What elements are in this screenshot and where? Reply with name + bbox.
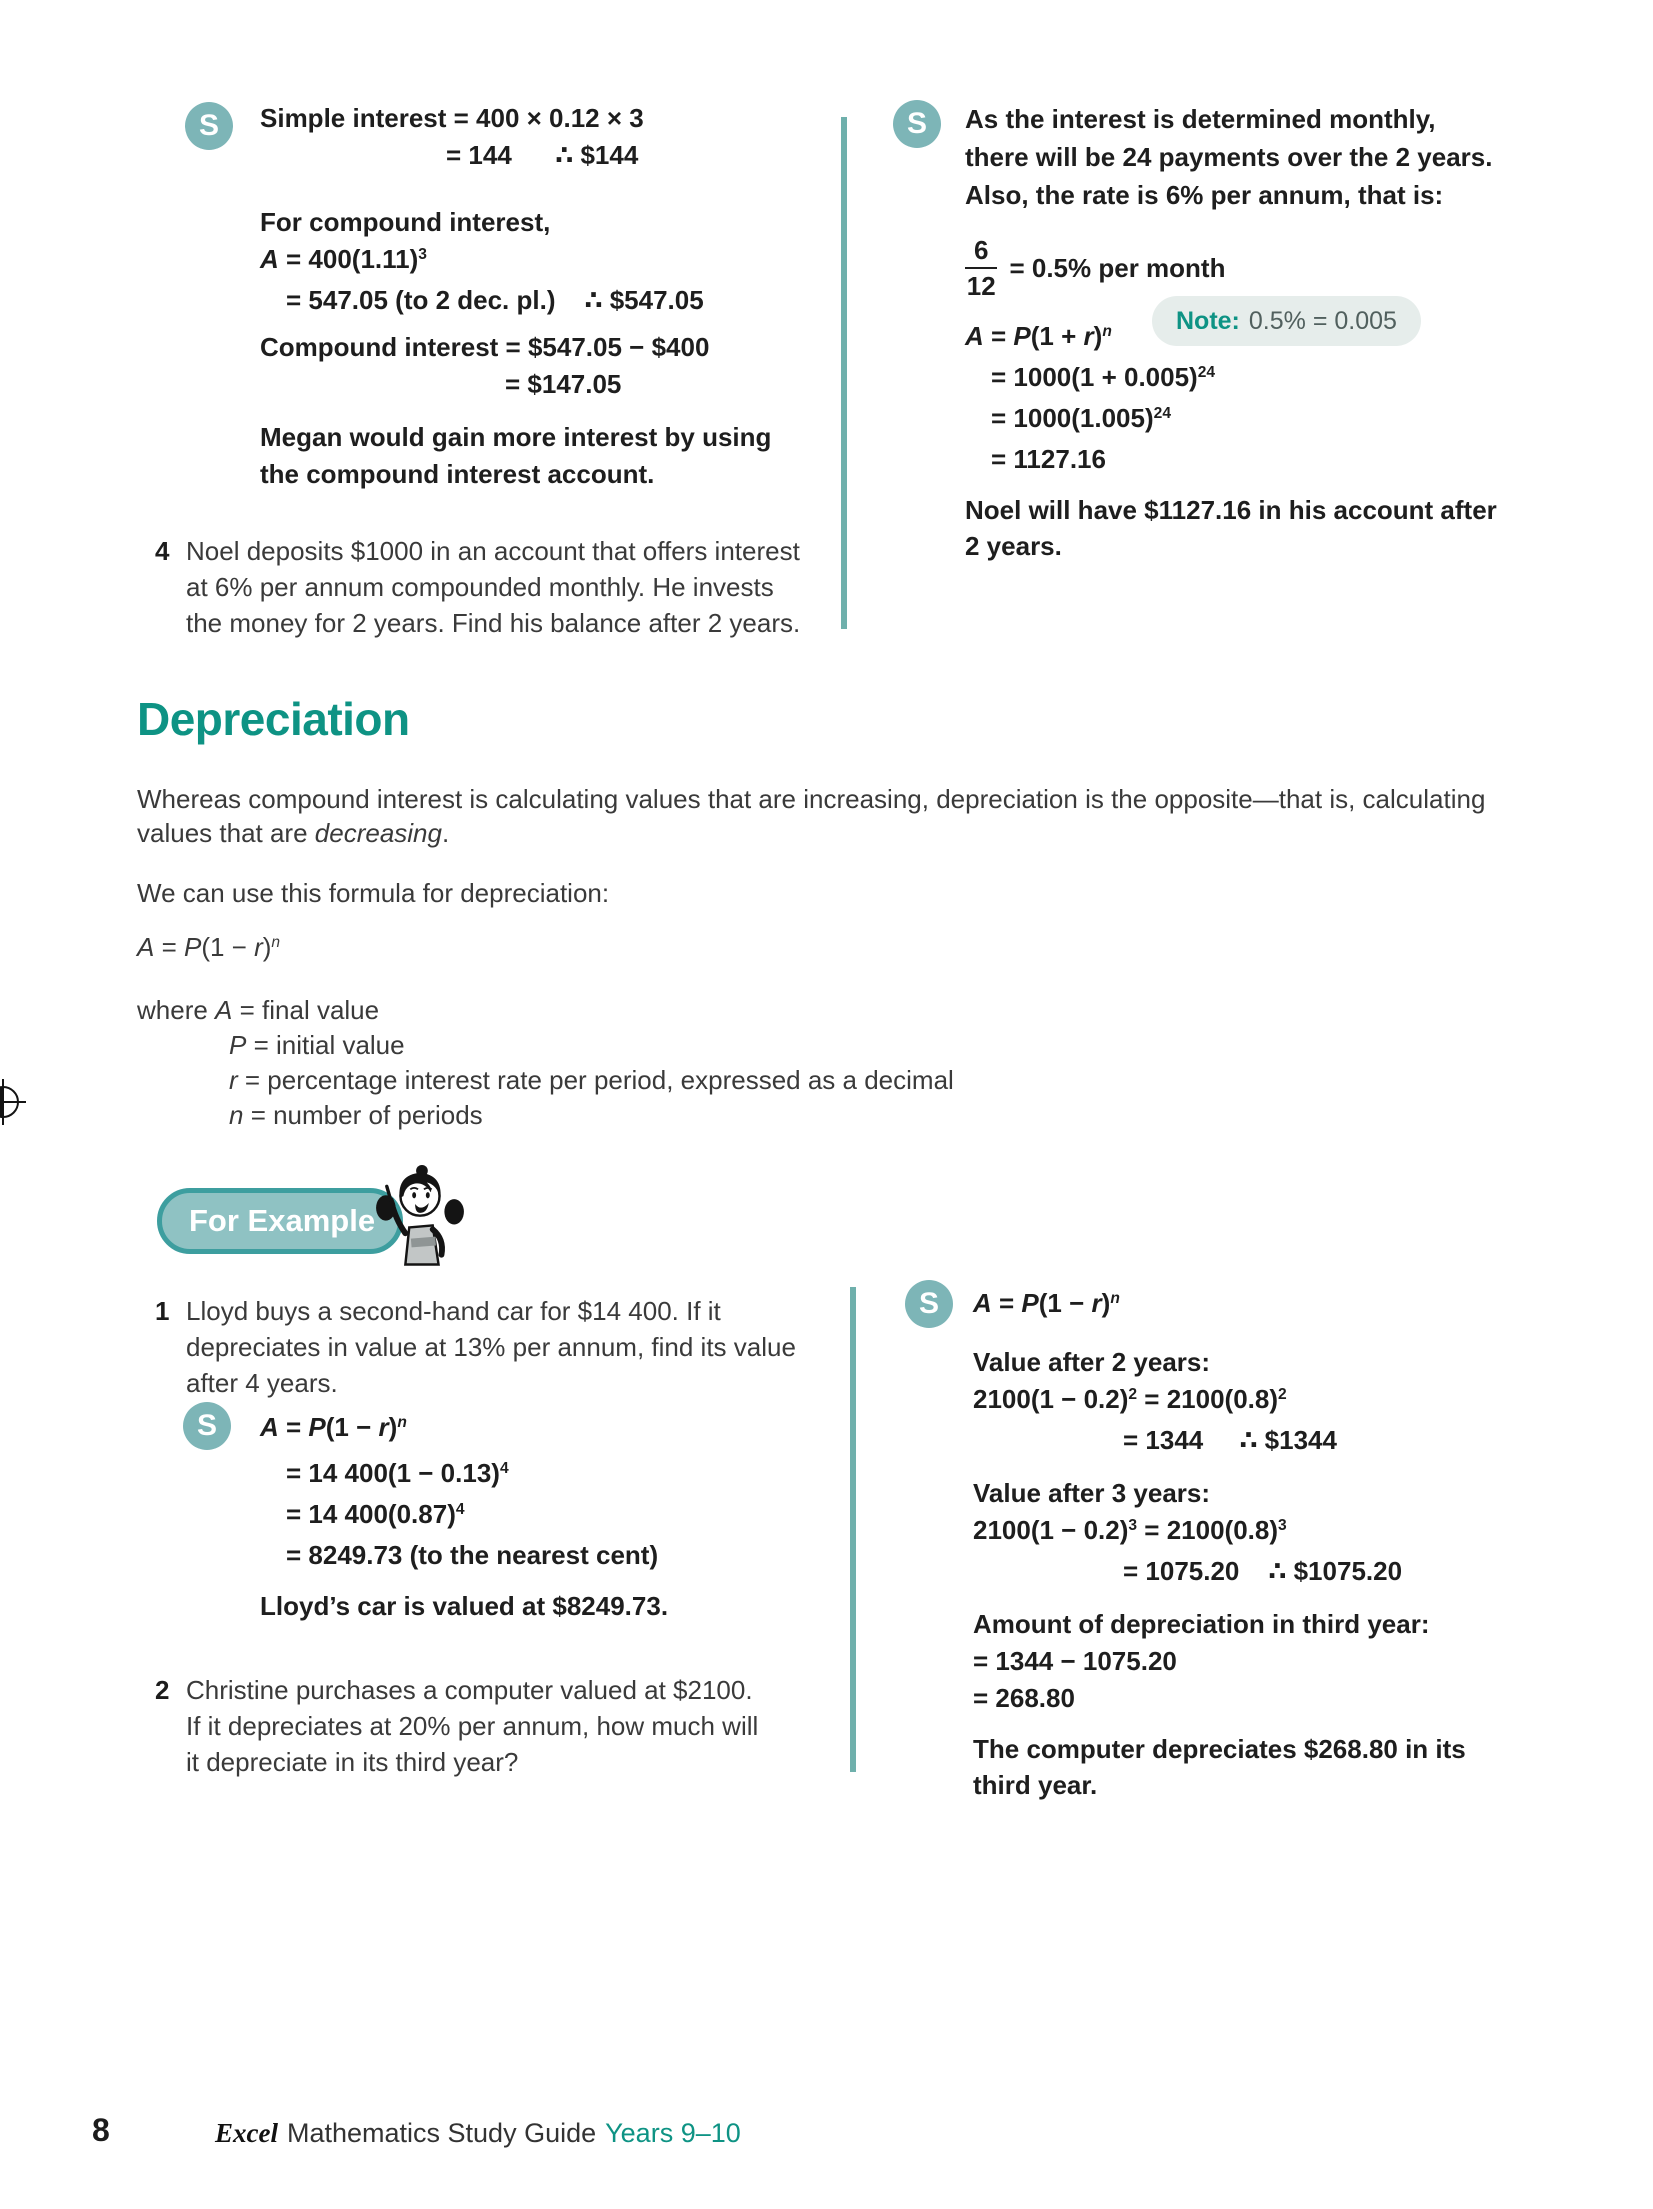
question-line: depreciates in value at 13% per annum, find its value <box>186 1332 796 1362</box>
book-years: Years 9–10 <box>605 2118 741 2148</box>
equation-line: $A = P(1 - r)^n$ <box>260 1412 407 1442</box>
equation-line: Compound interest = $547.05 − $400 <box>260 332 710 362</box>
fraction <box>965 235 997 301</box>
solution-badge: S <box>185 102 233 150</box>
equation-line: Simple interest = 400 × 0.12 × 3 <box>260 103 644 133</box>
equation-line: = 268.80 <box>973 1683 1075 1713</box>
equation-line: $A = P(1 - r)^n$ <box>973 1288 1120 1318</box>
conclusion-line: Megan would gain more interest by using <box>260 422 772 452</box>
question-2 <box>155 1672 855 1780</box>
brand-logo: Excel <box>215 2118 278 2148</box>
conclusion-line: Noel will have $1127.16 in his account after <box>965 495 1497 525</box>
equation-line: = 547.05 (to 2 dec. pl.) ∴ $547.05 <box>286 285 704 315</box>
question-line: Lloyd buys a second-hand car for $14 400. If it <box>186 1296 721 1326</box>
paragraph-line: Whereas compound interest is calculating values that are increasing, depreciation is the opposite—that is, calculating <box>137 784 1486 814</box>
equation-line: = $1000(1.005)^{24}$ <box>991 403 1171 433</box>
solution-badge: S <box>905 1280 953 1328</box>
legend-line: P = initial value <box>229 1030 405 1060</box>
solution-line: As the interest is determined monthly, <box>965 104 1436 134</box>
rate-fraction-row <box>965 230 1585 306</box>
question-line: If it depreciates at 20% per annum, how much will <box>186 1711 759 1741</box>
equation-line: $A = 400(1.11)^3$ <box>260 244 427 274</box>
equation-line: = 14 $400(1 - 0.13)^4$ <box>286 1458 509 1488</box>
conclusion-line: 2 years. <box>965 531 1062 561</box>
equation-line: = $147.05 <box>505 369 622 399</box>
solution-line: Also, the rate is 6% per annum, that is: <box>965 180 1444 210</box>
solution-badge: S <box>893 100 941 148</box>
conclusion-text <box>973 1731 1593 1803</box>
solution-badge: S <box>183 1402 231 1450</box>
conclusion-text <box>965 492 1585 564</box>
note-callout <box>1152 296 1421 346</box>
for-example-badge: For Example <box>157 1188 403 1254</box>
section-heading: Depreciation <box>137 693 410 745</box>
equation-line: $2100(1 - 0.2)^3 = 2100(0.8)^3$ <box>973 1515 1287 1545</box>
question-line: it depreciate in its third year? <box>186 1747 519 1777</box>
equation-line: = 1127.16 <box>991 444 1106 474</box>
equation-line: $2100(1 - 0.2)^2 = 2100(0.8)^2$ <box>973 1384 1287 1414</box>
equation-line: = 8249.73 (to the nearest cent) <box>286 1540 659 1570</box>
solution-line: Value after 2 years: <box>973 1347 1211 1377</box>
solution-lloyd <box>260 1409 840 1625</box>
solution-christine <box>973 1285 1593 1803</box>
depreciation-formula: $A = P(1 - r)^n$ <box>137 932 281 962</box>
question-4 <box>155 533 855 641</box>
solution-line: Amount of depreciation in third year: <box>973 1609 1430 1639</box>
pointing-girl-illustration <box>376 1163 464 1289</box>
question-number: 2 <box>155 1675 170 1705</box>
equation-line: = 144 ∴ $144 <box>446 140 639 170</box>
footer-title <box>215 2118 741 2149</box>
question-text <box>186 1293 796 1401</box>
fraction-numerator: 6 <box>965 235 997 269</box>
fraction-denominator: 12 <box>966 271 996 301</box>
legend-line: r = percentage interest rate per period, expressed as a decimal <box>229 1065 954 1095</box>
formula-legend <box>137 993 1567 1133</box>
conclusion-line: third year. <box>973 1770 1098 1800</box>
equation-line: For compound interest, <box>260 207 551 237</box>
note-value: 0.5% = 0.005 <box>1248 307 1397 335</box>
conclusion-line: Lloyd’s car is valued at $8249.73. <box>260 1591 669 1621</box>
conclusion-line: The computer depreciates $268.80 in its <box>973 1734 1466 1764</box>
conclusion-line: the compound interest account. <box>260 459 655 489</box>
solution-line: there will be 24 payments over the 2 years. <box>965 142 1493 172</box>
question-line: Noel deposits $1000 in an account that offers interest <box>186 536 800 566</box>
note-label: Note: <box>1176 307 1240 335</box>
equation-line: $A = P(1 + r)^n$ <box>965 321 1112 351</box>
question-text <box>186 1672 758 1780</box>
registration-mark-icon <box>0 1077 28 1132</box>
question-line: Christine purchases a computer valued at $2100. <box>186 1675 753 1705</box>
question-number: 1 <box>155 1296 170 1326</box>
equation-line: = 1344 − 1075.20 <box>973 1646 1177 1676</box>
equation-line: = $1000(1 + 0.005)^{24}$ <box>991 362 1216 392</box>
question-number: 4 <box>155 536 170 566</box>
book-title: Mathematics Study Guide <box>286 2118 597 2148</box>
paragraph-line: values that are decreasing. <box>137 818 450 848</box>
depreciation-intro <box>137 782 1567 1133</box>
question-line: after 4 years. <box>186 1368 338 1398</box>
question-text <box>186 533 800 641</box>
equation-line: = 1075.20 ∴ $1075.20 <box>1123 1556 1403 1586</box>
solution-megan <box>260 100 850 493</box>
question-1 <box>155 1293 855 1401</box>
question-line: at 6% per annum compounded monthly. He invests <box>186 572 774 602</box>
solution-line: Value after 3 years: <box>973 1478 1211 1508</box>
legend-line: where A = final value <box>137 995 380 1025</box>
equation-line: = 14 $400(0.87)^4$ <box>286 1499 465 1529</box>
fraction-result: = 0.5% per month <box>1009 253 1226 283</box>
equation-line: = 1344 ∴ $1344 <box>1123 1425 1337 1455</box>
question-line: the money for 2 years. Find his balance after 2 years. <box>186 608 801 638</box>
page-number: 8 <box>92 2112 110 2148</box>
paragraph-line: We can use this formula for depreciation: <box>137 878 610 908</box>
legend-line: n = number of periods <box>229 1100 483 1130</box>
